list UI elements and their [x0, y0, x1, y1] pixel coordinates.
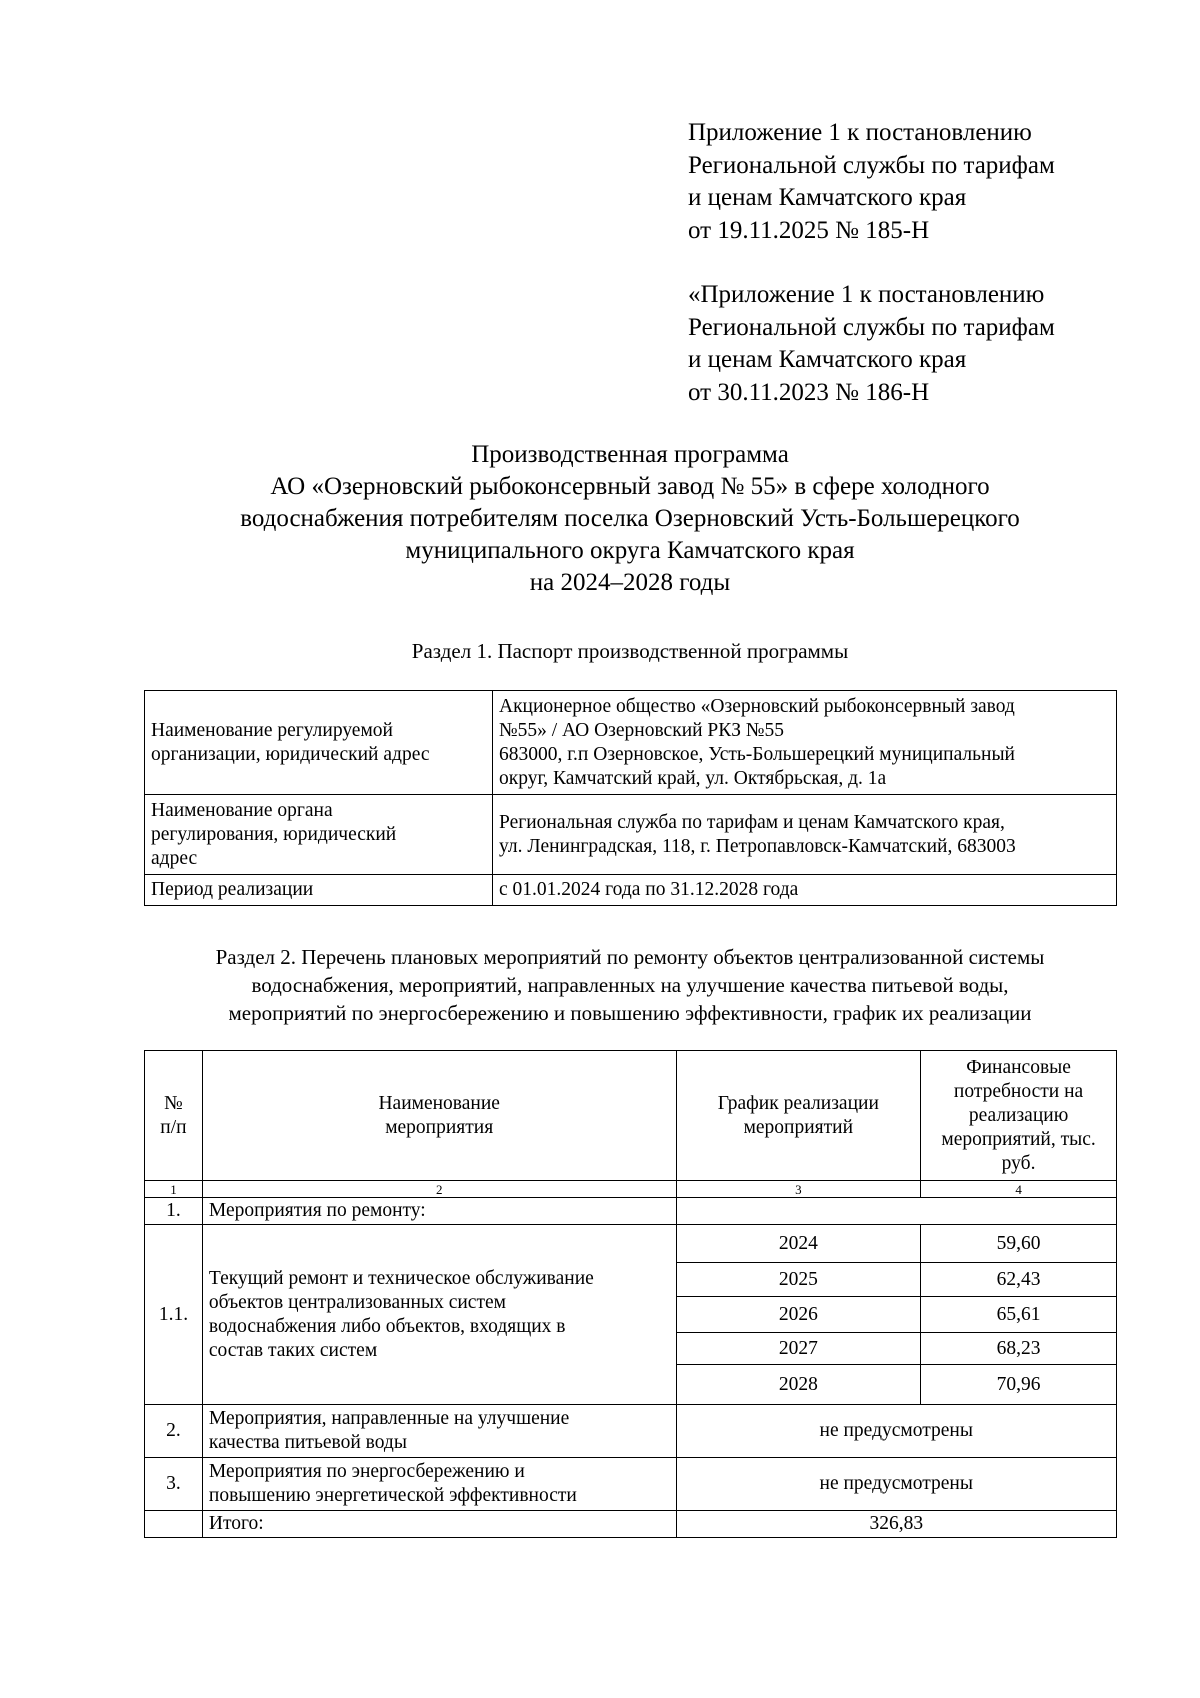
year-cell: 2024: [676, 1225, 921, 1263]
amount-cell: 70,96: [921, 1365, 1117, 1405]
cell-line: Финансовые: [966, 1056, 1071, 1078]
section2-heading: [120, 943, 1140, 1027]
cell-line: Наименование органа: [151, 799, 333, 821]
cell-line: руб.: [1001, 1152, 1036, 1174]
row-value: не предусмотрены: [676, 1405, 1117, 1458]
cell-line: Наименование регулируемой: [151, 719, 393, 741]
cell-line: п/п: [160, 1116, 187, 1138]
column-number: 3: [676, 1181, 921, 1198]
amount-cell: 62,43: [921, 1263, 1117, 1297]
row-name: [202, 1225, 676, 1405]
column-number: 4: [921, 1181, 1117, 1198]
cell-line: реализацию: [968, 1104, 1069, 1126]
annex-previous-reference: [688, 279, 1158, 409]
cell-line: адрес: [151, 847, 198, 869]
table-row: [145, 1198, 1117, 1225]
column-header-name: [202, 1051, 676, 1181]
annex-line: Региональной службы по тарифам: [688, 313, 1055, 341]
title-line: муниципального округа Камчатского края: [405, 537, 855, 564]
cell-line: Акционерное общество «Озерновский рыбоконсервный завод: [499, 695, 1015, 717]
year-cell: 2025: [676, 1263, 921, 1297]
total-row: [145, 1511, 1117, 1538]
column-number: 1: [145, 1181, 203, 1198]
cell-line: №55» / АО Озерновский РКЗ №55: [499, 719, 785, 741]
table-row: [145, 795, 1117, 875]
document-title: [120, 439, 1140, 599]
table-row: [145, 1225, 1117, 1263]
cell-line: ул. Ленинградская, 118, г. Петропавловск-Камчатский, 683003: [499, 835, 1016, 857]
total-label: Итого:: [202, 1511, 676, 1538]
cell-line: Мероприятия, направленные на улучшение: [208, 1408, 570, 1429]
section1-heading-text: Раздел 1. Паспорт производственной программы: [411, 639, 849, 663]
table-header-row: [145, 1051, 1117, 1181]
cell-line: Мероприятия по энергосбережению и: [208, 1461, 525, 1482]
row-name: Мероприятия по ремонту:: [202, 1198, 676, 1225]
year-cell: 2026: [676, 1297, 921, 1333]
column-header-number: [145, 1051, 203, 1181]
cell-line: мероприятий: [743, 1116, 854, 1138]
column-header-schedule: [676, 1051, 921, 1181]
total-value: 326,83: [676, 1511, 1117, 1538]
cell-line: Период реализации: [151, 879, 314, 900]
row-number: 3.: [145, 1458, 203, 1511]
passport-value: [493, 795, 1117, 875]
section2-heading-line: Раздел 2. Перечень плановых мероприятий по ремонту объектов централизованной системы: [215, 945, 1045, 969]
annex-line: от 30.11.2023 № 186-Н: [688, 378, 930, 406]
year-cell: 2028: [676, 1365, 921, 1405]
cell-line: Наименование: [378, 1092, 500, 1114]
row-name: [202, 1405, 676, 1458]
table-row: [145, 1405, 1117, 1458]
table-row: [145, 875, 1117, 906]
column-number: 2: [202, 1181, 676, 1198]
cell-line: Текущий ремонт и техническое обслуживание: [208, 1267, 594, 1289]
passport-label: [145, 875, 493, 906]
cell-line: организации, юридический адрес: [151, 743, 430, 765]
passport-label: [145, 795, 493, 875]
cell-line: округ, Камчатский край, ул. Октябрьская, д. 1а: [499, 767, 887, 789]
cell-line: мероприятия: [385, 1116, 494, 1138]
row-name: [202, 1458, 676, 1511]
cell-line: График реализации: [717, 1092, 879, 1114]
annex-line: и ценам Камчатского края: [688, 184, 967, 211]
annex-line: от 19.11.2025 № 185-Н: [688, 216, 930, 244]
row-value: не предусмотрены: [676, 1458, 1117, 1511]
passport-value: [493, 875, 1117, 906]
passport-table: [144, 690, 1117, 906]
cell-line: потребности на: [953, 1080, 1084, 1102]
cell-line: регулирования, юридический: [151, 823, 397, 845]
column-number-row: [145, 1181, 1117, 1198]
row-number: 1.1.: [145, 1225, 203, 1405]
cell-line: Региональная служба по тарифам и ценам Камчатского края,: [499, 811, 1005, 833]
cell-line: мероприятий, тыс.: [941, 1128, 1096, 1150]
annex-line: Приложение 1 к постановлению: [688, 119, 1032, 146]
table-row: [145, 1458, 1117, 1511]
row-number: 1.: [145, 1198, 203, 1225]
cell-line: качества питьевой воды: [208, 1432, 407, 1453]
cell-line: состав таких систем: [208, 1339, 378, 1361]
cell-line: №: [164, 1092, 183, 1114]
amount-cell: 65,61: [921, 1297, 1117, 1333]
row-number: 2.: [145, 1405, 203, 1458]
table-row: [145, 691, 1117, 795]
empty-cell: [676, 1198, 1117, 1225]
title-line: Производственная программа: [471, 441, 789, 468]
cell-line: повышению энергетической эффективности: [208, 1485, 577, 1506]
annex-line: и ценам Камчатского края: [688, 346, 967, 373]
section2-heading-line: водоснабжения, мероприятий, направленных на улучшение качества питьевой воды,: [251, 973, 1009, 997]
cell-line: 683000, г.п Озерновское, Усть-Большерецкий муниципальный: [499, 743, 1015, 765]
empty-cell: [145, 1511, 203, 1538]
amount-cell: 68,23: [921, 1333, 1117, 1365]
cell-line: объектов централизованных систем: [208, 1291, 506, 1313]
section2-heading-line: мероприятий по энергосбережению и повышению эффективности, график их реализации: [228, 1001, 1032, 1025]
title-line: водоснабжения потребителям поселка Озерновский Усть-Большерецкого: [240, 505, 1020, 532]
title-line: АО «Озерновский рыбоконсервный завод № 55» в сфере холодного: [270, 473, 990, 500]
column-header-finance: [921, 1051, 1117, 1181]
passport-value: [493, 691, 1117, 795]
title-line: на 2024–2028 годы: [529, 569, 731, 596]
year-cell: 2027: [676, 1333, 921, 1365]
annex-current-reference: [688, 117, 1158, 247]
passport-label: [145, 691, 493, 795]
annex-line: Региональной службы по тарифам: [688, 151, 1055, 179]
amount-cell: 59,60: [921, 1225, 1117, 1263]
measures-table: [144, 1050, 1117, 1538]
cell-line: с 01.01.2024 года по 31.12.2028 года: [499, 879, 799, 900]
annex-line: «Приложение 1 к постановлению: [688, 281, 1045, 308]
section1-heading: [120, 637, 1140, 665]
cell-line: водоснабжения либо объектов, входящих в: [208, 1315, 566, 1337]
